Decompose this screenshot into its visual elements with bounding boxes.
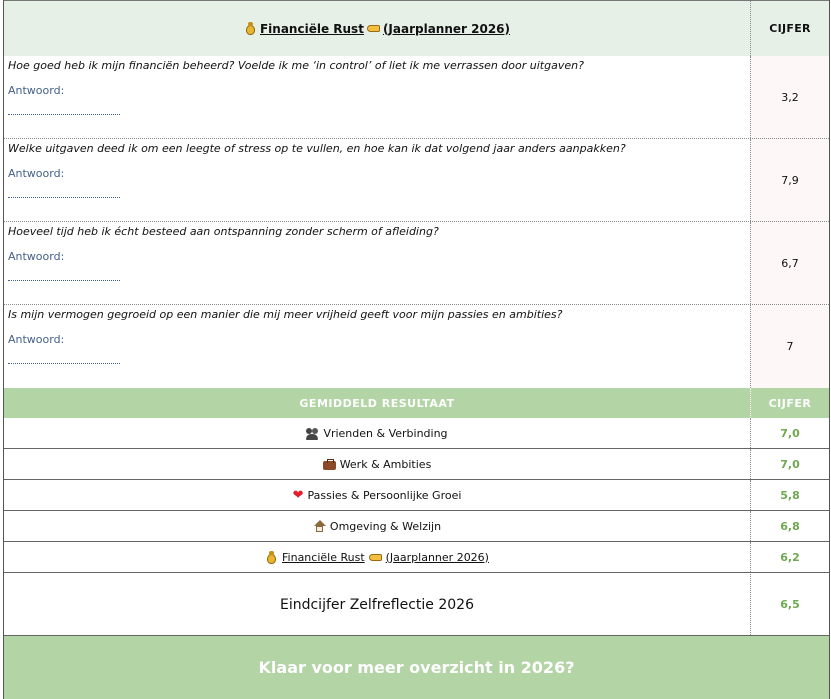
question-score[interactable]: 6,7 (750, 222, 829, 304)
header-title-cell (4, 1, 750, 56)
category-label: Passies & Persoonlijke Groei (307, 488, 462, 502)
cta-label: Klaar voor meer overzicht in 2026? (258, 658, 575, 677)
heart-icon: ❤ (292, 487, 304, 503)
category-suffix: (Jaarplanner 2026) (385, 550, 489, 564)
summary-header (4, 388, 829, 418)
question-score[interactable]: 7 (750, 305, 829, 388)
category-score: 7,0 (750, 449, 829, 479)
people-icon (306, 427, 319, 440)
category-label: Werk & Ambities (339, 457, 432, 471)
answer-input-line[interactable] (8, 363, 120, 364)
category-row (4, 449, 829, 480)
money-bag-icon (244, 22, 257, 35)
header-title-text: Financiële Rust (259, 21, 364, 36)
answer-label: Antwoord: (8, 167, 65, 180)
question-text: Is mijn vermogen gegroeid op een manier die mij meer vrijheid geeft voor mijn passies en ambities? (8, 308, 563, 321)
answer-label: Antwoord: (8, 250, 65, 263)
summary-score-label: CIJFER (750, 388, 829, 418)
summary-header-label: GEMIDDELD RESULTAAT (299, 396, 455, 410)
category-label: Financiële Rust (282, 550, 365, 564)
question-row (4, 139, 829, 222)
money-bag-icon (265, 551, 278, 564)
category-score: 6,8 (750, 511, 829, 541)
final-label: Eindcijfer Zelfreflectie 2026 (279, 596, 474, 613)
answer-label: Antwoord: (8, 84, 65, 97)
answer-input-line[interactable] (8, 280, 120, 281)
category-score: 7,0 (750, 418, 829, 448)
question-score[interactable]: 7,9 (750, 139, 829, 221)
category-row (4, 511, 829, 542)
pointing-hand-icon (367, 22, 380, 35)
question-row (4, 222, 829, 305)
question-row (4, 305, 829, 388)
header-subtitle-text: (Jaarplanner 2026) (382, 21, 511, 36)
header-title[interactable] (244, 22, 510, 36)
header-score-label: CIJFER (750, 1, 829, 56)
category-label: Vrienden & Verbinding (323, 426, 448, 440)
answer-input-line[interactable] (8, 197, 120, 198)
final-score-row (4, 574, 829, 636)
category-link[interactable] (4, 542, 750, 572)
question-text: Hoe goed heb ik mijn financiën beheerd? Voelde ik me ‘in control’ of liet ik me verrassen door uitgaven? (8, 59, 584, 72)
pointing-hand-icon (369, 551, 382, 564)
category-score: 5,8 (750, 480, 829, 510)
cta-banner[interactable] (4, 636, 829, 699)
house-icon (313, 520, 326, 533)
reflection-table (3, 0, 830, 699)
question-row (4, 56, 829, 139)
question-score[interactable]: 3,2 (750, 56, 829, 138)
table-header (4, 0, 829, 56)
category-row (4, 480, 829, 511)
answer-input-line[interactable] (8, 114, 120, 115)
briefcase-icon (323, 458, 336, 471)
question-text: Hoeveel tijd heb ik écht besteed aan ontspanning zonder scherm of afleiding? (8, 225, 439, 238)
category-row (4, 418, 829, 449)
category-label: Omgeving & Welzijn (329, 519, 442, 533)
answer-label: Antwoord: (8, 333, 65, 346)
final-score: 6,5 (750, 574, 829, 635)
category-score: 6,2 (750, 542, 829, 572)
question-text: Welke uitgaven deed ik om een leegte of stress op te vullen, en hoe kan ik dat volgend jaar anders aanpakken? (8, 142, 626, 155)
category-row (4, 542, 829, 573)
